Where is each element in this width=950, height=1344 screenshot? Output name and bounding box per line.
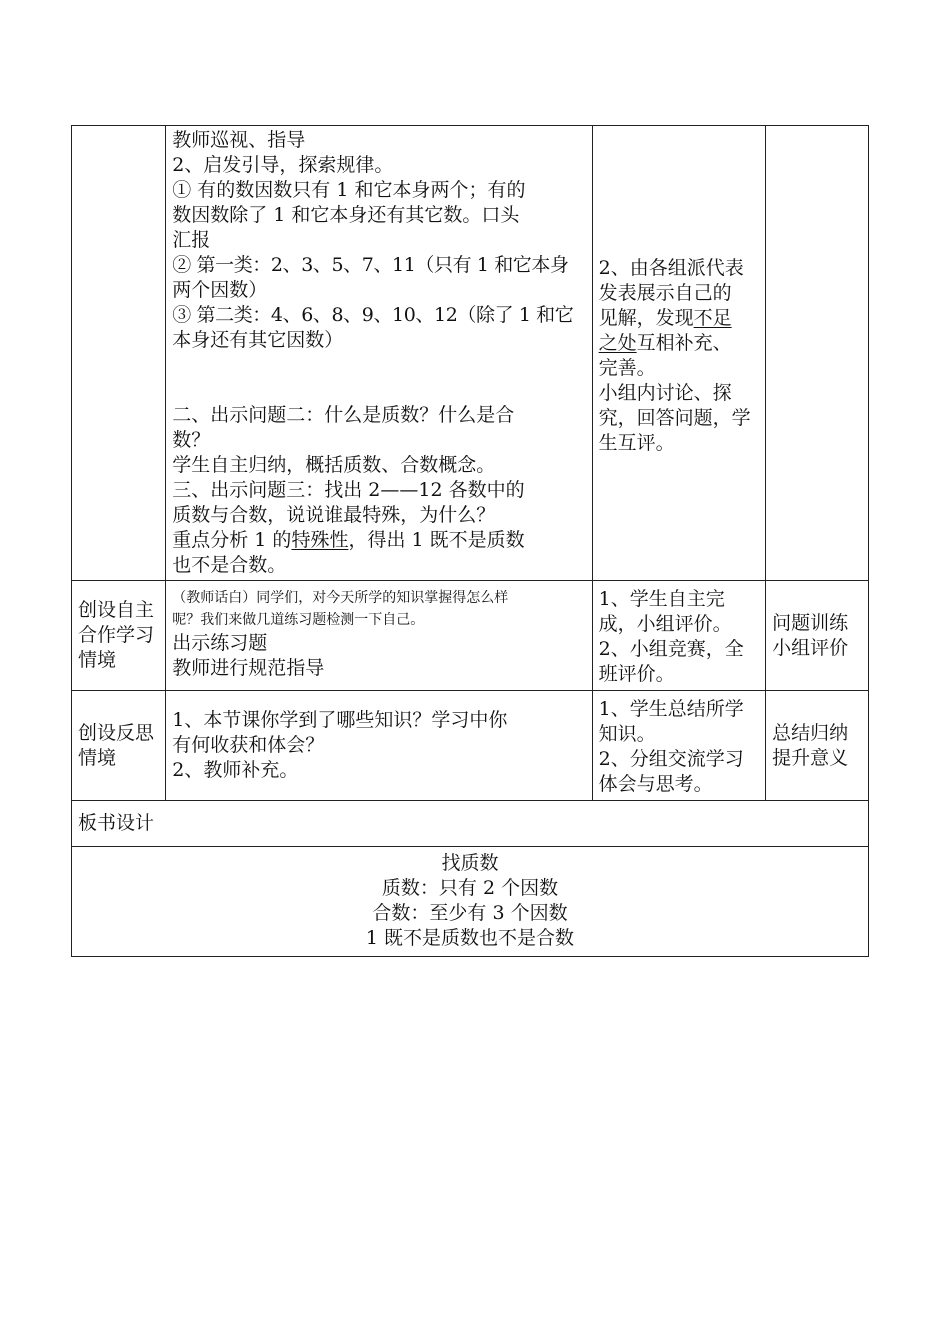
- text-line: 两个因数）: [172, 279, 268, 301]
- text-line: 教师巡视、指导: [172, 129, 306, 151]
- stage-cell: [72, 581, 166, 691]
- text-line: 小组内讨论、探: [598, 382, 732, 404]
- table-row: [72, 847, 869, 957]
- underlined-text: 不足: [693, 307, 732, 329]
- text-line: [599, 331, 760, 356]
- text-line: [599, 306, 760, 331]
- teacher-activity-cell: [166, 126, 592, 581]
- table-row: [72, 126, 869, 581]
- text-line: 1、本节课你学到了哪些知识？学习中你: [172, 709, 508, 731]
- text-line: 二、出示问题二：什么是质数？什么是合: [172, 404, 515, 426]
- text-line: 提升意义: [772, 746, 849, 769]
- stage-cell: [72, 126, 166, 581]
- text-line: 小组评价: [772, 636, 849, 659]
- text-line: 知识。: [598, 723, 656, 745]
- text-line: 2、小组竞赛，全: [598, 638, 744, 660]
- teacher-activity-cell: [166, 691, 592, 801]
- intent-cell: [766, 126, 869, 581]
- stage-label-line: 情境: [78, 649, 117, 671]
- text-line: 本身还有其它因数）: [172, 329, 344, 351]
- stage-label-line: 情境: [78, 746, 117, 769]
- underlined-text: 之处: [598, 332, 637, 354]
- table-row: [72, 691, 869, 801]
- text-line: 2、分组交流学习: [598, 748, 744, 770]
- text-line: 2、启发引导，探索规律。: [172, 154, 394, 176]
- board-line: 质数：只有 2 个因数: [381, 877, 559, 899]
- intent-cell: [766, 691, 869, 801]
- board-line: 合数：至少有 3 个因数: [372, 902, 568, 924]
- text-line: 1、学生自主完: [598, 588, 725, 610]
- board-design-label-cell: [72, 801, 869, 847]
- text-line: （教师话白）同学们，对今天所学的知识掌握得怎么样: [172, 590, 509, 606]
- intent-cell: [766, 581, 869, 691]
- text-line: ③ 第二类：4、6、8、9、10、12（除了 1 和它: [172, 304, 574, 326]
- text-line: 生互评。: [598, 432, 675, 454]
- text-line: 体会与思考。: [598, 773, 713, 795]
- text-line: 总结归纳: [772, 721, 849, 744]
- student-activity-cell: [592, 691, 766, 801]
- stage-label-line: 合作学习: [78, 624, 155, 646]
- text-line: 教师进行规范指导: [172, 657, 325, 679]
- text-fragment: ，得出 1 既不是质数: [348, 529, 525, 551]
- text-line: 数？: [172, 429, 211, 451]
- text-line: ② 第一类：2、3、5、7、11（只有 1 和它本身: [172, 254, 569, 276]
- board-design-content-cell: [72, 847, 869, 957]
- text-line: 1、学生总结所学: [598, 698, 744, 720]
- board-line: 1 既不是质数也不是合数: [365, 927, 575, 949]
- text-line: [172, 528, 585, 553]
- text-fragment: 互相补充、: [636, 332, 732, 354]
- text-line: 问题训练: [772, 611, 849, 634]
- text-line: 有何收获和体会？: [172, 734, 325, 756]
- text-line: 出示练习题: [172, 632, 268, 654]
- text-fragment: 见解，发现: [598, 307, 694, 329]
- text-line: 发表展示自己的: [598, 282, 732, 304]
- text-line: 汇报: [172, 229, 211, 251]
- student-activity-cell: [592, 126, 766, 581]
- text-line: 数因数除了 1 和它本身还有其它数。口头: [172, 204, 520, 226]
- text-line: 完善。: [598, 357, 656, 379]
- text-line: 三、出示问题三：找出 2——12 各数中的: [172, 479, 525, 501]
- text-line: 2、由各组派代表: [598, 257, 744, 279]
- text-line: ① 有的数因数只有 1 和它本身两个；有的: [172, 179, 526, 201]
- text-fragment: 重点分析 1 的: [172, 529, 292, 551]
- text-line: 呢？我们来做几道练习题检测一下自己。: [172, 612, 425, 628]
- text-line: 究，回答问题，学: [598, 407, 751, 429]
- text-line: 学生自主归纳，概括质数、合数概念。: [172, 454, 496, 476]
- text-line: 班评价。: [598, 663, 675, 685]
- text-line: 质数与合数，说说谁最特殊，为什么？: [172, 504, 496, 526]
- board-design-label: 板书设计: [78, 812, 155, 834]
- text-line: 成，小组评价。: [598, 613, 732, 635]
- student-activity-cell: [592, 581, 766, 691]
- table-row: [72, 581, 869, 691]
- underlined-text: 特殊性: [291, 529, 349, 551]
- text-line: 2、教师补充。: [172, 759, 299, 781]
- stage-label-line: 创设反思: [78, 721, 155, 744]
- stage-label-line: 创设自主: [78, 599, 155, 621]
- stage-cell: [72, 691, 166, 801]
- teacher-activity-cell: [166, 581, 592, 691]
- lesson-plan-table: [71, 125, 869, 957]
- board-title: 找质数: [441, 852, 499, 874]
- table-row: [72, 801, 869, 847]
- text-line: 也不是合数。: [172, 554, 287, 576]
- blank-space: [172, 353, 585, 403]
